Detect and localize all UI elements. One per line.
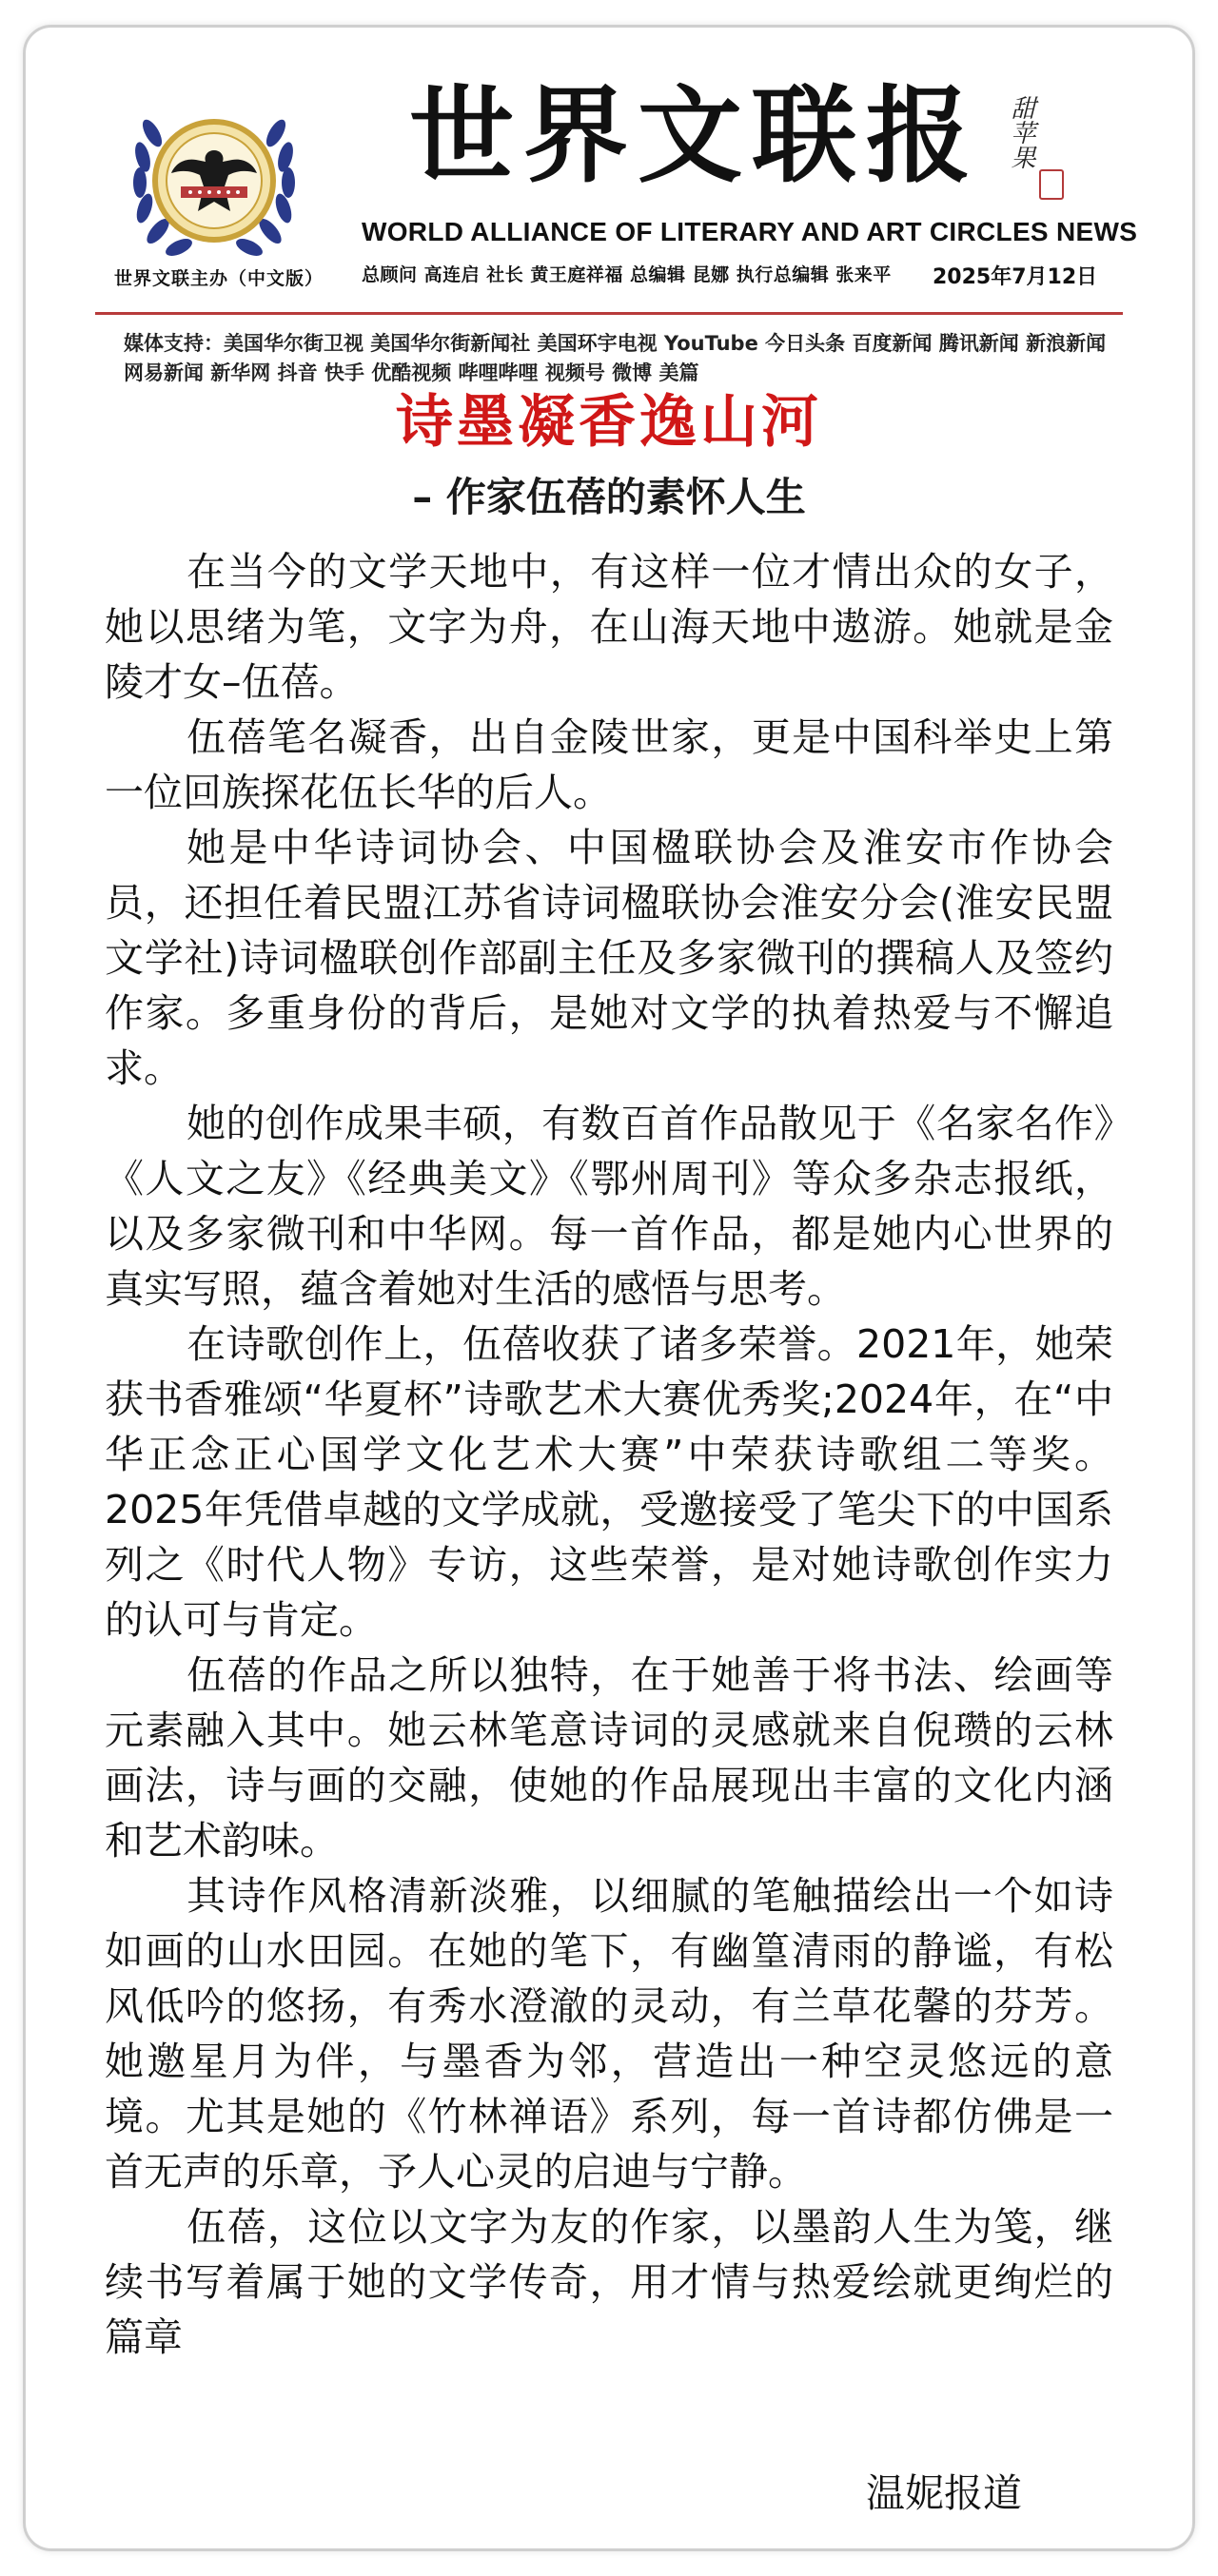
article-paragraph: 在当今的文学天地中，有这样一位才情出众的女子，她以思绪为笔，文字为舟，在山海天地中遨游。她就是金陵才女–伍蓓。 — [105, 549, 1113, 705]
article-paragraph: 伍蓓笔名凝香，出自金陵世家，更是中国科举史上第一位回族探花伍长华的后人。 — [105, 714, 1113, 815]
newspaper-title: 世界文联报 — [409, 74, 980, 197]
media-support: 媒体支持：美国华尔街卫视 美国华尔街新闻社 美国环宇电视 YouTube 今日头条 百度新闻 腾讯新闻 新浪新闻 网易新闻 新华网 抖音 快手 优酷视频 哔哩哔哩 视频号 微博 美篇 — [124, 332, 1107, 384]
article-headline: 诗墨凝香逸山河 — [396, 389, 822, 456]
issue-date: 2025年7月12日 — [933, 265, 1098, 289]
article-body — [105, 544, 1113, 2365]
article-paragraph: 她是中华诗词协会、中国楹联协会及淮安市作协会员，还担任着民盟江苏省诗词楹联协会淮安分会(淮安民盟文学社)诗词楹联创作部副主任及多家微刊的撰稿人及签约作家。多重身份的背后，是她对文学的执着热爱与不懈追求。 — [105, 825, 1113, 1091]
emblem-caption: 世界文联主办（中文版） — [113, 268, 324, 289]
english-title: WORLD ALLIANCE OF LITERARY AND ART CIRCLES NEWS — [362, 217, 1138, 246]
article-paragraph: 伍蓓的作品之所以独特，在于她善于将书法、绘画等元素融入其中。她云林笔意诗词的灵感就来自倪瓒的云林画法，诗与画的交融，使她的作品展现出丰富的文化内涵和艺术韵味。 — [105, 1652, 1113, 1864]
article-paragraph: 她的创作成果丰硕，有数百首作品散见于《名家名作》《人文之友》《经典美文》《鄂州周刊》等众多杂志报纸，以及多家微刊和中华网。每一首作品，都是她内心世界的真实写照，蕴含着她对生活的感悟与思考。 — [105, 1101, 1113, 1312]
laurel-emblem-icon — [124, 95, 304, 266]
calligraphy-signature: 甜苹果 — [1007, 95, 1035, 169]
article-subheadline: – 作家伍蓓的素怀人生 — [412, 474, 806, 520]
article-paragraph: 在诗歌创作上，伍蓓收获了诸多荣誉。2021年，她荣获书香雅颂“华夏杯”诗歌艺术大赛优秀奖;2024年，在“中华正念正心国学文化艺术大赛”中荣获诗歌组二等奖。2025年凭借卓越的文学成就，受邀接受了笔尖下的中国系列之《时代人物》专访，这些荣誉，是对她诗歌创作实力的认可与肯定。 — [105, 1321, 1113, 1643]
article-paragraph: 伍蓓，这位以文字为友的作家，以墨韵人生为笺，继续书写着属于她的文学传奇，用才情与热爱绘就更绚烂的篇章 — [105, 2204, 1113, 2360]
masthead — [95, 74, 1138, 316]
article-byline: 温妮报道 — [866, 2470, 1022, 2516]
red-seal-icon — [1039, 169, 1064, 200]
editorial-staff: 总顾问 高连启 社长 黄王庭祥福 总编辑 昆娜 执行总编辑 张来平 — [362, 264, 892, 285]
masthead-divider — [95, 312, 1123, 315]
article-paragraph: 其诗作风格清新淡雅，以细腻的笔触描绘出一个如诗如画的山水田园。在她的笔下，有幽篁清雨的静谧，有松风低吟的悠扬，有秀水澄澈的灵动，有兰草花馨的芬芳。她邀星月为伴，与墨香为邻，营造出一种空灵悠远的意境。尤其是她的《竹林禅语》系列，每一首诗都仿佛是一首无声的乐章，予人心灵的启迪与宁静。 — [105, 1873, 1113, 2195]
